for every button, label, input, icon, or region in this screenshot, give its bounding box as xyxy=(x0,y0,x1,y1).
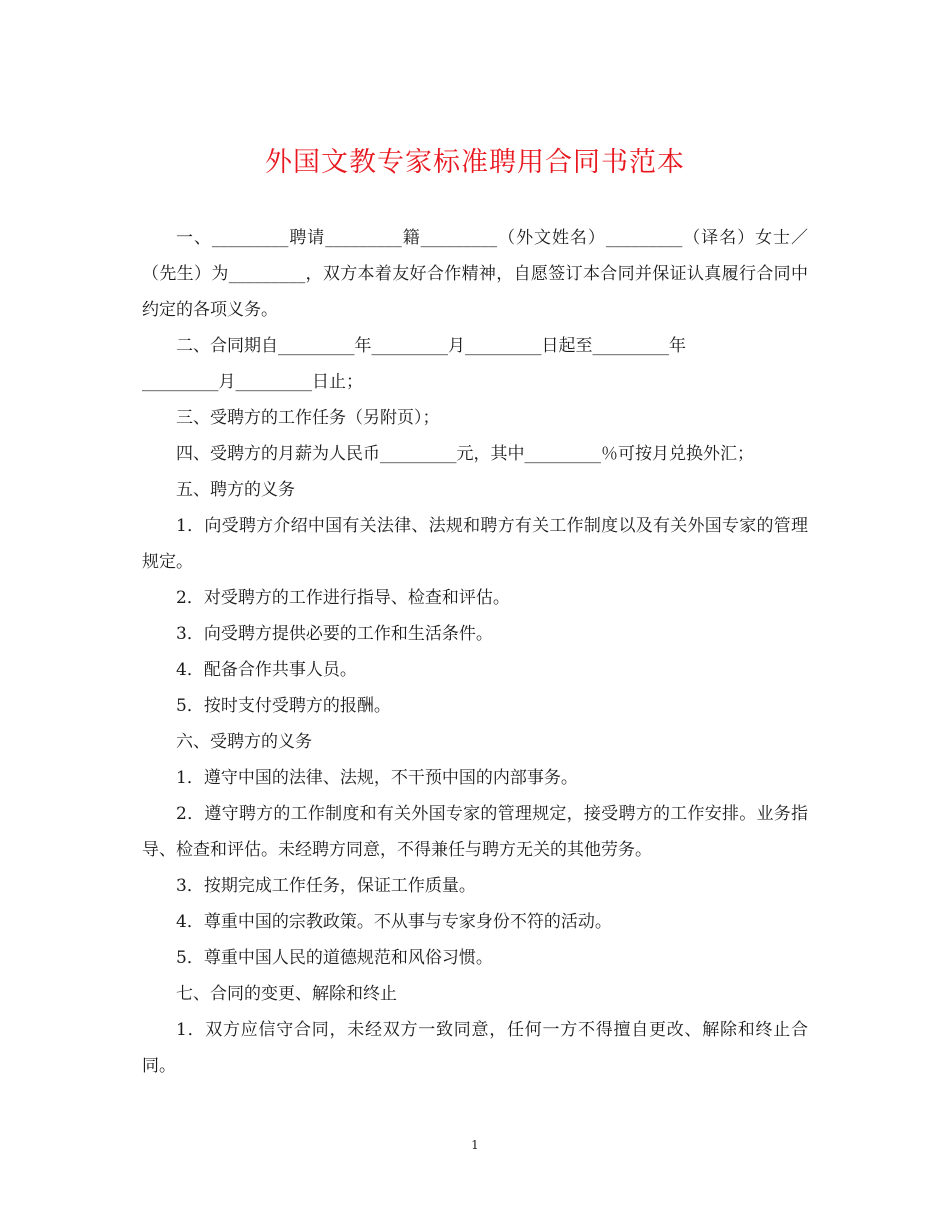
employee-duty-2: 2．遵守聘方的工作制度和有关外国专家的管理规定，接受聘方的工作安排。业务指导、检查和评估。未经聘方同意，不得兼任与聘方无关的其他劳务。 xyxy=(142,804,808,860)
paragraph-clause-3: 三、受聘方的工作任务（另附页）； xyxy=(176,408,440,428)
section-heading-contract-changes: 七、合同的变更、解除和终止 xyxy=(176,984,397,1004)
employer-duty-5: 5．按时支付受聘方的报酬。 xyxy=(176,696,391,716)
employer-duty-4: 4．配备合作共事人员。 xyxy=(176,660,357,680)
paragraph-clause-2-continued: _________月_________日止； xyxy=(142,372,363,392)
document-body xyxy=(142,220,808,1084)
section-heading-employer-duties: 五、聘方的义务 xyxy=(176,480,295,500)
employer-duty-1: 1．向受聘方介绍中国有关法律、法规和聘方有关工作制度以及有关外国专家的管理规定。 xyxy=(142,516,808,572)
employee-duty-3: 3．按期完成工作任务，保证工作质量。 xyxy=(176,876,476,896)
employer-duty-2: 2．对受聘方的工作进行指导、检查和评估。 xyxy=(176,588,510,608)
paragraph-clause-2: 二、合同期自_________年_________月_________日起至_________年 xyxy=(176,336,686,356)
employee-duty-1: 1．遵守中国的法律、法规，不干预中国的内部事务。 xyxy=(176,768,578,788)
document-title: 外国文教专家标准聘用合同书范本 xyxy=(265,147,685,178)
employer-duty-3: 3．向受聘方提供必要的工作和生活条件。 xyxy=(176,624,493,644)
contract-change-1: 1．双方应信守合同，未经双方一致同意，任何一方不得擅自更改、解除和终止合同。 xyxy=(142,1020,808,1076)
employee-duty-4: 4．尊重中国的宗教政策。不从事与专家身份不符的活动。 xyxy=(176,912,612,932)
paragraph-clause-1: 一、_________聘请_________籍_________（外文姓名）_________（译名）女士／（先生）为_________，双方本着友好合作精神，自愿签订本合同并保证认真履行合同中约定的各项义务。 xyxy=(142,228,808,320)
page-number: 1 xyxy=(471,1138,479,1152)
section-heading-employee-duties: 六、受聘方的义务 xyxy=(176,732,312,752)
paragraph-clause-4: 四、受聘方的月薪为人民币_________元，其中_________％可按月兑换外汇； xyxy=(176,444,754,464)
employee-duty-5: 5．尊重中国人民的道德规范和风俗习惯。 xyxy=(176,948,493,968)
